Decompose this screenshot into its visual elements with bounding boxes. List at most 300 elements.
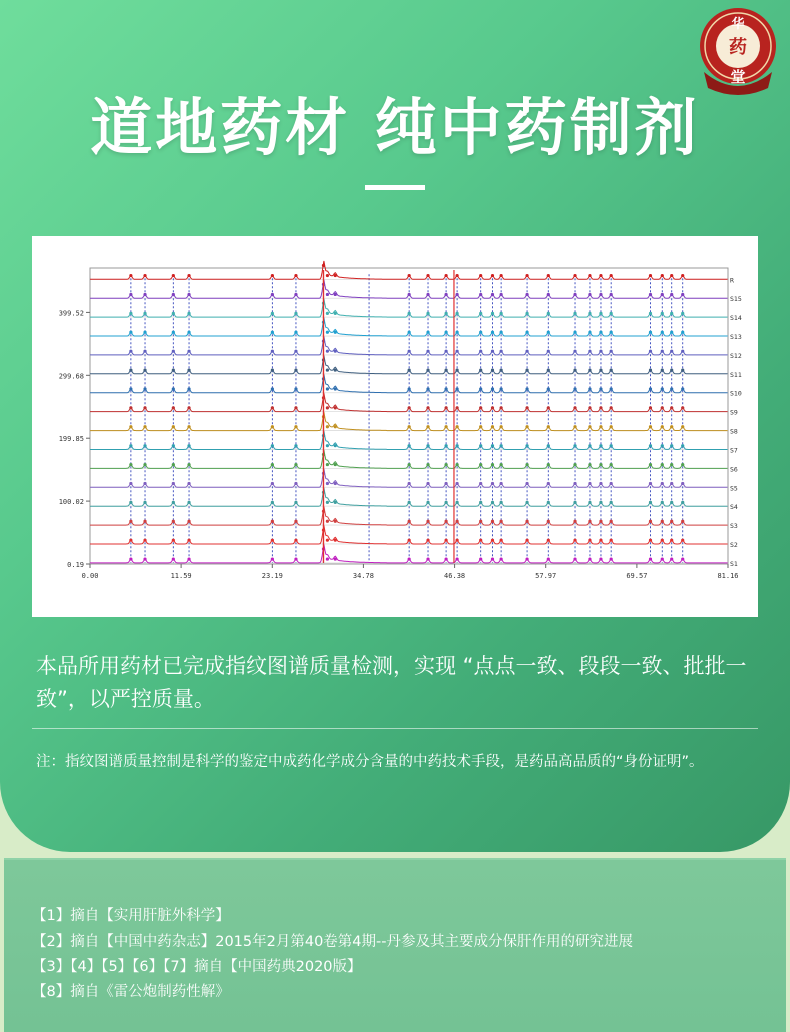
peak-dot [573, 557, 576, 560]
peak-dot [681, 539, 684, 542]
peak-dot [271, 387, 274, 390]
peak-dot [573, 350, 576, 353]
peak-dot [610, 520, 613, 523]
peak-dot [500, 425, 503, 428]
peak-dot [547, 520, 550, 523]
series-label: S1 [730, 559, 738, 568]
peak-dot [445, 387, 448, 390]
peak-dot [294, 482, 297, 485]
peak-dot [143, 312, 146, 315]
peak-dot [187, 406, 190, 409]
note-text: 注：指纹图谱质量控制是科学的鉴定中成药化学成分含量的中药技术手段，是药品高品质的“身份证明”。 [36, 754, 704, 770]
peak-dot [456, 463, 459, 466]
peak-dot [491, 274, 494, 277]
peak-dot [326, 539, 329, 542]
series-label: S2 [730, 540, 738, 549]
x-tick-label: 46.38 [444, 572, 466, 580]
peak-dot [588, 463, 591, 466]
peak-dot [610, 501, 613, 504]
series-label: S11 [730, 370, 742, 379]
peak-dot [500, 387, 503, 390]
peak-dot [129, 387, 132, 390]
fingerprint-chart-card [32, 236, 758, 617]
peak-dot [172, 444, 175, 447]
peak-dot [445, 350, 448, 353]
peak-dot [143, 501, 146, 504]
peak-dot [334, 312, 337, 315]
peak-dot [172, 557, 175, 560]
peak-dot [491, 539, 494, 542]
peak-dot [681, 274, 684, 277]
peak-dot [681, 406, 684, 409]
peak-dot [426, 274, 429, 277]
peak-dot [681, 368, 684, 371]
peak-dot [456, 350, 459, 353]
peak-dot [187, 293, 190, 296]
peak-dot [456, 482, 459, 485]
peak-dot [500, 501, 503, 504]
series-label: S6 [730, 465, 738, 474]
peak-dot [670, 312, 673, 315]
series-label: S10 [730, 389, 742, 398]
peak-dot [491, 312, 494, 315]
peak-dot [445, 463, 448, 466]
peak-dot [456, 293, 459, 296]
peak-dot [129, 520, 132, 523]
peak-dot [670, 539, 673, 542]
peak-dot [326, 293, 329, 296]
peak-dot [681, 463, 684, 466]
peak-dot [670, 406, 673, 409]
y-tick-label: 399.52 [58, 309, 84, 318]
peak-dot [525, 274, 528, 277]
peak-dot [445, 293, 448, 296]
peak-dot [661, 406, 664, 409]
peak-dot [649, 557, 652, 560]
peak-dot [525, 444, 528, 447]
peak-dot [271, 463, 274, 466]
peak-dot [172, 425, 175, 428]
peak-dot [649, 331, 652, 334]
peak-dot [129, 312, 132, 315]
peak-dot [143, 444, 146, 447]
peak-dot [187, 557, 190, 560]
peak-dot [573, 501, 576, 504]
peak-dot [334, 406, 337, 409]
peak-dot [322, 264, 325, 267]
peak-dot [456, 444, 459, 447]
peak-dot [426, 444, 429, 447]
peak-dot [661, 539, 664, 542]
peak-dot [143, 387, 146, 390]
peak-dot [408, 331, 411, 334]
peak-dot [649, 520, 652, 523]
peak-dot [294, 312, 297, 315]
x-tick-label: 57.97 [535, 572, 557, 580]
peak-dot [326, 312, 329, 315]
peak-dot [491, 293, 494, 296]
peak-dot [610, 387, 613, 390]
reference-item: 【8】摘自《雷公炮制药性解》 [32, 984, 230, 1000]
peak-dot [547, 350, 550, 353]
peak-dot [500, 368, 503, 371]
peak-dot [294, 425, 297, 428]
x-tick-label: 11.59 [170, 572, 192, 580]
peak-dot [129, 293, 132, 296]
peak-dot [573, 425, 576, 428]
peak-dot [573, 368, 576, 371]
peak-dot [326, 501, 329, 504]
peak-dot [610, 482, 613, 485]
peak-dot [588, 501, 591, 504]
peak-dot [172, 406, 175, 409]
peak-dot [187, 444, 190, 447]
peak-dot [456, 274, 459, 277]
peak-dot [547, 368, 550, 371]
peak-dot [271, 539, 274, 542]
peak-dot [294, 463, 297, 466]
peak-dot [172, 520, 175, 523]
peak-dot [479, 387, 482, 390]
peak-dot [143, 539, 146, 542]
peak-dot [661, 482, 664, 485]
peak-dot [334, 387, 337, 390]
peak-dot [491, 482, 494, 485]
peak-dot [491, 501, 494, 504]
peak-dot [479, 312, 482, 315]
peak-dot [326, 274, 329, 277]
series-label: S7 [730, 446, 738, 455]
peak-dot [547, 425, 550, 428]
peak-dot [547, 331, 550, 334]
peak-dot [599, 387, 602, 390]
peak-dot [491, 387, 494, 390]
peak-dot [294, 557, 297, 560]
peak-dot [426, 463, 429, 466]
peak-dot [681, 293, 684, 296]
peak-dot [661, 501, 664, 504]
peak-dot [271, 274, 274, 277]
peak-dot [326, 387, 329, 390]
peak-dot [334, 293, 337, 296]
peak-dot [294, 331, 297, 334]
peak-dot [334, 368, 337, 371]
peak-dot [610, 331, 613, 334]
section-divider [32, 728, 758, 729]
fingerprint-chromatogram [32, 236, 758, 617]
peak-dot [547, 463, 550, 466]
peak-dot [426, 331, 429, 334]
peak-dot [500, 520, 503, 523]
peak-dot [525, 406, 528, 409]
peak-dot [661, 387, 664, 390]
peak-dot [661, 463, 664, 466]
peak-dot [573, 331, 576, 334]
peak-dot [525, 539, 528, 542]
peak-dot [610, 557, 613, 560]
peak-dot [525, 501, 528, 504]
series-label: S3 [730, 522, 738, 531]
peak-dot [491, 444, 494, 447]
peak-dot [525, 293, 528, 296]
peak-dot [187, 501, 190, 504]
peak-dot [271, 331, 274, 334]
peak-dot [500, 482, 503, 485]
peak-dot [681, 557, 684, 560]
peak-dot [456, 539, 459, 542]
peak-dot [143, 350, 146, 353]
peak-dot [599, 444, 602, 447]
peak-dot [143, 482, 146, 485]
peak-dot [408, 482, 411, 485]
peak-dot [426, 520, 429, 523]
peak-dot [525, 482, 528, 485]
peak-dot [599, 482, 602, 485]
peak-dot [445, 425, 448, 428]
peak-dot [172, 368, 175, 371]
peak-dot [326, 425, 329, 428]
peak-dot [143, 274, 146, 277]
peak-dot [129, 444, 132, 447]
peak-dot [326, 368, 329, 371]
peak-dot [661, 350, 664, 353]
x-tick-label: 0.00 [81, 572, 99, 580]
peak-dot [326, 482, 329, 485]
peak-dot [588, 520, 591, 523]
peak-dot [129, 482, 132, 485]
peak-dot [670, 350, 673, 353]
peak-dot [426, 557, 429, 560]
peak-dot [479, 444, 482, 447]
peak-dot [271, 350, 274, 353]
peak-dot [661, 331, 664, 334]
x-tick-label: 69.57 [626, 572, 648, 580]
peak-dot [681, 501, 684, 504]
peak-dot [610, 293, 613, 296]
peak-dot [491, 520, 494, 523]
peak-dot [334, 425, 337, 428]
peak-dot [143, 368, 146, 371]
peak-dot [456, 501, 459, 504]
peak-dot [326, 520, 329, 523]
peak-dot [588, 482, 591, 485]
peak-dot [547, 444, 550, 447]
peak-dot [500, 463, 503, 466]
peak-dot [661, 274, 664, 277]
y-tick-label: 199.85 [58, 435, 84, 444]
peak-dot [670, 274, 673, 277]
peak-dot [661, 425, 664, 428]
peak-dot [610, 425, 613, 428]
peak-dot [129, 501, 132, 504]
peak-dot [599, 312, 602, 315]
peak-dot [326, 406, 329, 409]
peak-dot [661, 520, 664, 523]
peak-dot [187, 368, 190, 371]
peak-dot [426, 350, 429, 353]
series-label: S9 [730, 408, 738, 417]
peak-dot [187, 425, 190, 428]
peak-dot [334, 482, 337, 485]
peak-dot [129, 331, 132, 334]
peak-dot [445, 501, 448, 504]
series-label: S12 [730, 351, 742, 360]
peak-dot [573, 539, 576, 542]
peak-dot [610, 406, 613, 409]
peak-dot [649, 444, 652, 447]
peak-dot [525, 312, 528, 315]
peak-dot [588, 293, 591, 296]
peak-dot [573, 312, 576, 315]
peak-dot [599, 406, 602, 409]
peak-dot [588, 425, 591, 428]
peak-dot [456, 312, 459, 315]
peak-dot [172, 387, 175, 390]
quality-description: 本品所用药材已完成指纹图谱质量检测，实现 “点点一致、段段一致、批批一致”，以严控质量。 [36, 654, 747, 711]
peak-dot [408, 425, 411, 428]
peak-dot [491, 425, 494, 428]
peak-dot [479, 293, 482, 296]
peak-dot [143, 293, 146, 296]
peak-dot [588, 312, 591, 315]
peak-dot [172, 482, 175, 485]
peak-dot [479, 463, 482, 466]
peak-dot [599, 331, 602, 334]
peak-dot [187, 274, 190, 277]
peak-dot [334, 463, 337, 466]
peak-dot [479, 520, 482, 523]
peak-dot [681, 520, 684, 523]
logo-char: 华 [731, 17, 745, 32]
peak-dot [334, 557, 337, 560]
peak-dot [187, 331, 190, 334]
reference-item: 【1】摘自【实用肝脏外科学】 [32, 908, 230, 924]
references-panel [4, 858, 786, 1032]
peak-dot [588, 331, 591, 334]
peak-dot [547, 406, 550, 409]
peak-dot [588, 557, 591, 560]
peak-dot [456, 557, 459, 560]
peak-dot [271, 520, 274, 523]
peak-dot [326, 557, 329, 560]
peak-dot [334, 444, 337, 447]
peak-dot [479, 406, 482, 409]
series-label: S15 [730, 295, 742, 304]
peak-dot [408, 501, 411, 504]
peak-dot [445, 539, 448, 542]
peak-dot [661, 444, 664, 447]
peak-dot [129, 539, 132, 542]
peak-dot [491, 368, 494, 371]
peak-dot [129, 463, 132, 466]
peak-dot [408, 368, 411, 371]
peak-dot [445, 444, 448, 447]
peak-dot [649, 406, 652, 409]
peak-dot [681, 312, 684, 315]
peak-dot [681, 331, 684, 334]
peak-dot [426, 312, 429, 315]
peak-dot [670, 331, 673, 334]
title-underline [365, 185, 425, 190]
peak-dot [573, 293, 576, 296]
peak-dot [426, 425, 429, 428]
peak-dot [599, 350, 602, 353]
peak-dot [479, 274, 482, 277]
peak-dot [479, 482, 482, 485]
peak-dot [479, 539, 482, 542]
peak-dot [525, 387, 528, 390]
peak-dot [573, 406, 576, 409]
peak-dot [426, 368, 429, 371]
peak-dot [426, 501, 429, 504]
peak-dot [408, 557, 411, 560]
peak-dot [408, 539, 411, 542]
peak-dot [547, 274, 550, 277]
peak-dot [172, 331, 175, 334]
peak-dot [456, 331, 459, 334]
peak-dot [326, 463, 329, 466]
peak-dot [271, 501, 274, 504]
peak-dot [588, 274, 591, 277]
peak-dot [547, 557, 550, 560]
peak-dot [500, 406, 503, 409]
peak-dot [649, 312, 652, 315]
peak-dot [294, 501, 297, 504]
series-label: S8 [730, 427, 738, 436]
peak-dot [426, 482, 429, 485]
x-tick-label: 81.16 [717, 572, 739, 580]
peak-dot [500, 274, 503, 277]
peak-dot [172, 539, 175, 542]
peak-dot [670, 387, 673, 390]
peak-dot [294, 293, 297, 296]
peak-dot [500, 557, 503, 560]
peak-dot [334, 520, 337, 523]
peak-dot [670, 520, 673, 523]
peak-dot [599, 463, 602, 466]
peak-dot [294, 387, 297, 390]
peak-dot [588, 444, 591, 447]
peak-dot [588, 350, 591, 353]
peak-dot [129, 274, 132, 277]
peak-dot [649, 463, 652, 466]
peak-dot [525, 368, 528, 371]
peak-dot [456, 387, 459, 390]
peak-dot [445, 406, 448, 409]
peak-dot [661, 557, 664, 560]
peak-dot [294, 368, 297, 371]
peak-dot [271, 293, 274, 296]
peak-dot [172, 274, 175, 277]
peak-dot [681, 387, 684, 390]
peak-dot [599, 557, 602, 560]
peak-dot [479, 350, 482, 353]
series-label: R [730, 276, 734, 285]
peak-dot [500, 312, 503, 315]
peak-dot [271, 312, 274, 315]
peak-dot [610, 312, 613, 315]
peak-dot [294, 539, 297, 542]
peak-dot [649, 350, 652, 353]
peak-dot [294, 444, 297, 447]
peak-dot [294, 350, 297, 353]
peak-dot [681, 482, 684, 485]
peak-dot [649, 482, 652, 485]
peak-dot [588, 368, 591, 371]
peak-dot [408, 274, 411, 277]
peak-dot [610, 368, 613, 371]
peak-dot [187, 350, 190, 353]
